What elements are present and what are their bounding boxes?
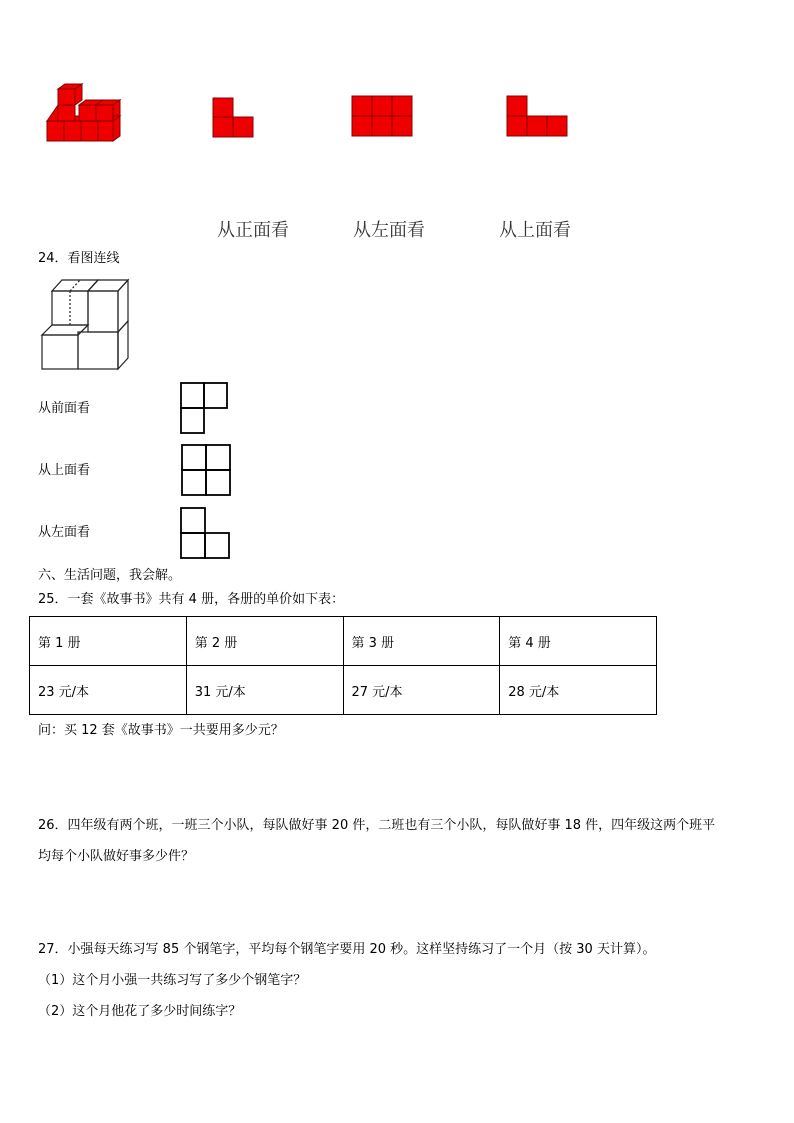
option-top-view: 从上面看: [38, 463, 91, 478]
red-cube-structure: [44, 84, 126, 146]
grid-shape-a: [180, 382, 230, 436]
view-label-top: 从上面看: [499, 220, 571, 241]
table-header-cell: 第 2 册: [186, 617, 343, 666]
table-cell: 31 元/本: [186, 666, 343, 715]
price-table: [29, 616, 657, 715]
question-25-ask: 问：买 12 套《故事书》一共要用多少元？: [38, 723, 284, 738]
table-cell: 23 元/本: [30, 666, 187, 715]
table-row: [30, 617, 657, 666]
view-label-left: 从左面看: [353, 220, 425, 241]
option-front-view: 从前面看: [38, 401, 91, 416]
table-cell: 27 元/本: [343, 666, 500, 715]
section-6-title: 六、生活问题，我会解。: [38, 568, 182, 583]
option-left-view: 从左面看: [38, 525, 91, 540]
red-view-rect-3x2: [352, 96, 414, 138]
table-header-cell: 第 4 册: [500, 617, 657, 666]
table-header-cell: 第 3 册: [343, 617, 500, 666]
question-27-line-1: 27．小强每天练习写 85 个钢笔字，平均每个钢笔字要用 20 秒。这样坚持练习了一个月（按 30 天计算）。: [38, 942, 656, 957]
question-24-title: 24．看图连线: [38, 251, 120, 266]
question-26-line-1: 26．四年级有两个班，一班三个小队，每队做好事 20 件，二班也有三个小队，每队做好事 18 件，四年级这两个班平: [38, 818, 716, 833]
question-26-line-2: 均每个小队做好事多少件？: [38, 849, 195, 864]
question-27-sub-1: （1）这个月小强一共练习写了多少个钢笔字？: [38, 973, 307, 988]
red-view-l-wide: [507, 96, 569, 138]
grid-shape-b: [180, 444, 232, 498]
view-label-front: 从正面看: [217, 220, 289, 241]
question-27-sub-2: （2）这个月他花了多少时间练字？: [38, 1004, 242, 1019]
question-25-title: 25．一套《故事书》共有 4 册，各册的单价如下表：: [38, 592, 345, 607]
red-view-l-small: [213, 98, 255, 138]
table-header-cell: 第 1 册: [30, 617, 187, 666]
table-row: [30, 666, 657, 715]
grid-shape-c: [180, 507, 232, 561]
cube-structure-drawing: [40, 277, 130, 373]
table-cell: 28 元/本: [500, 666, 657, 715]
